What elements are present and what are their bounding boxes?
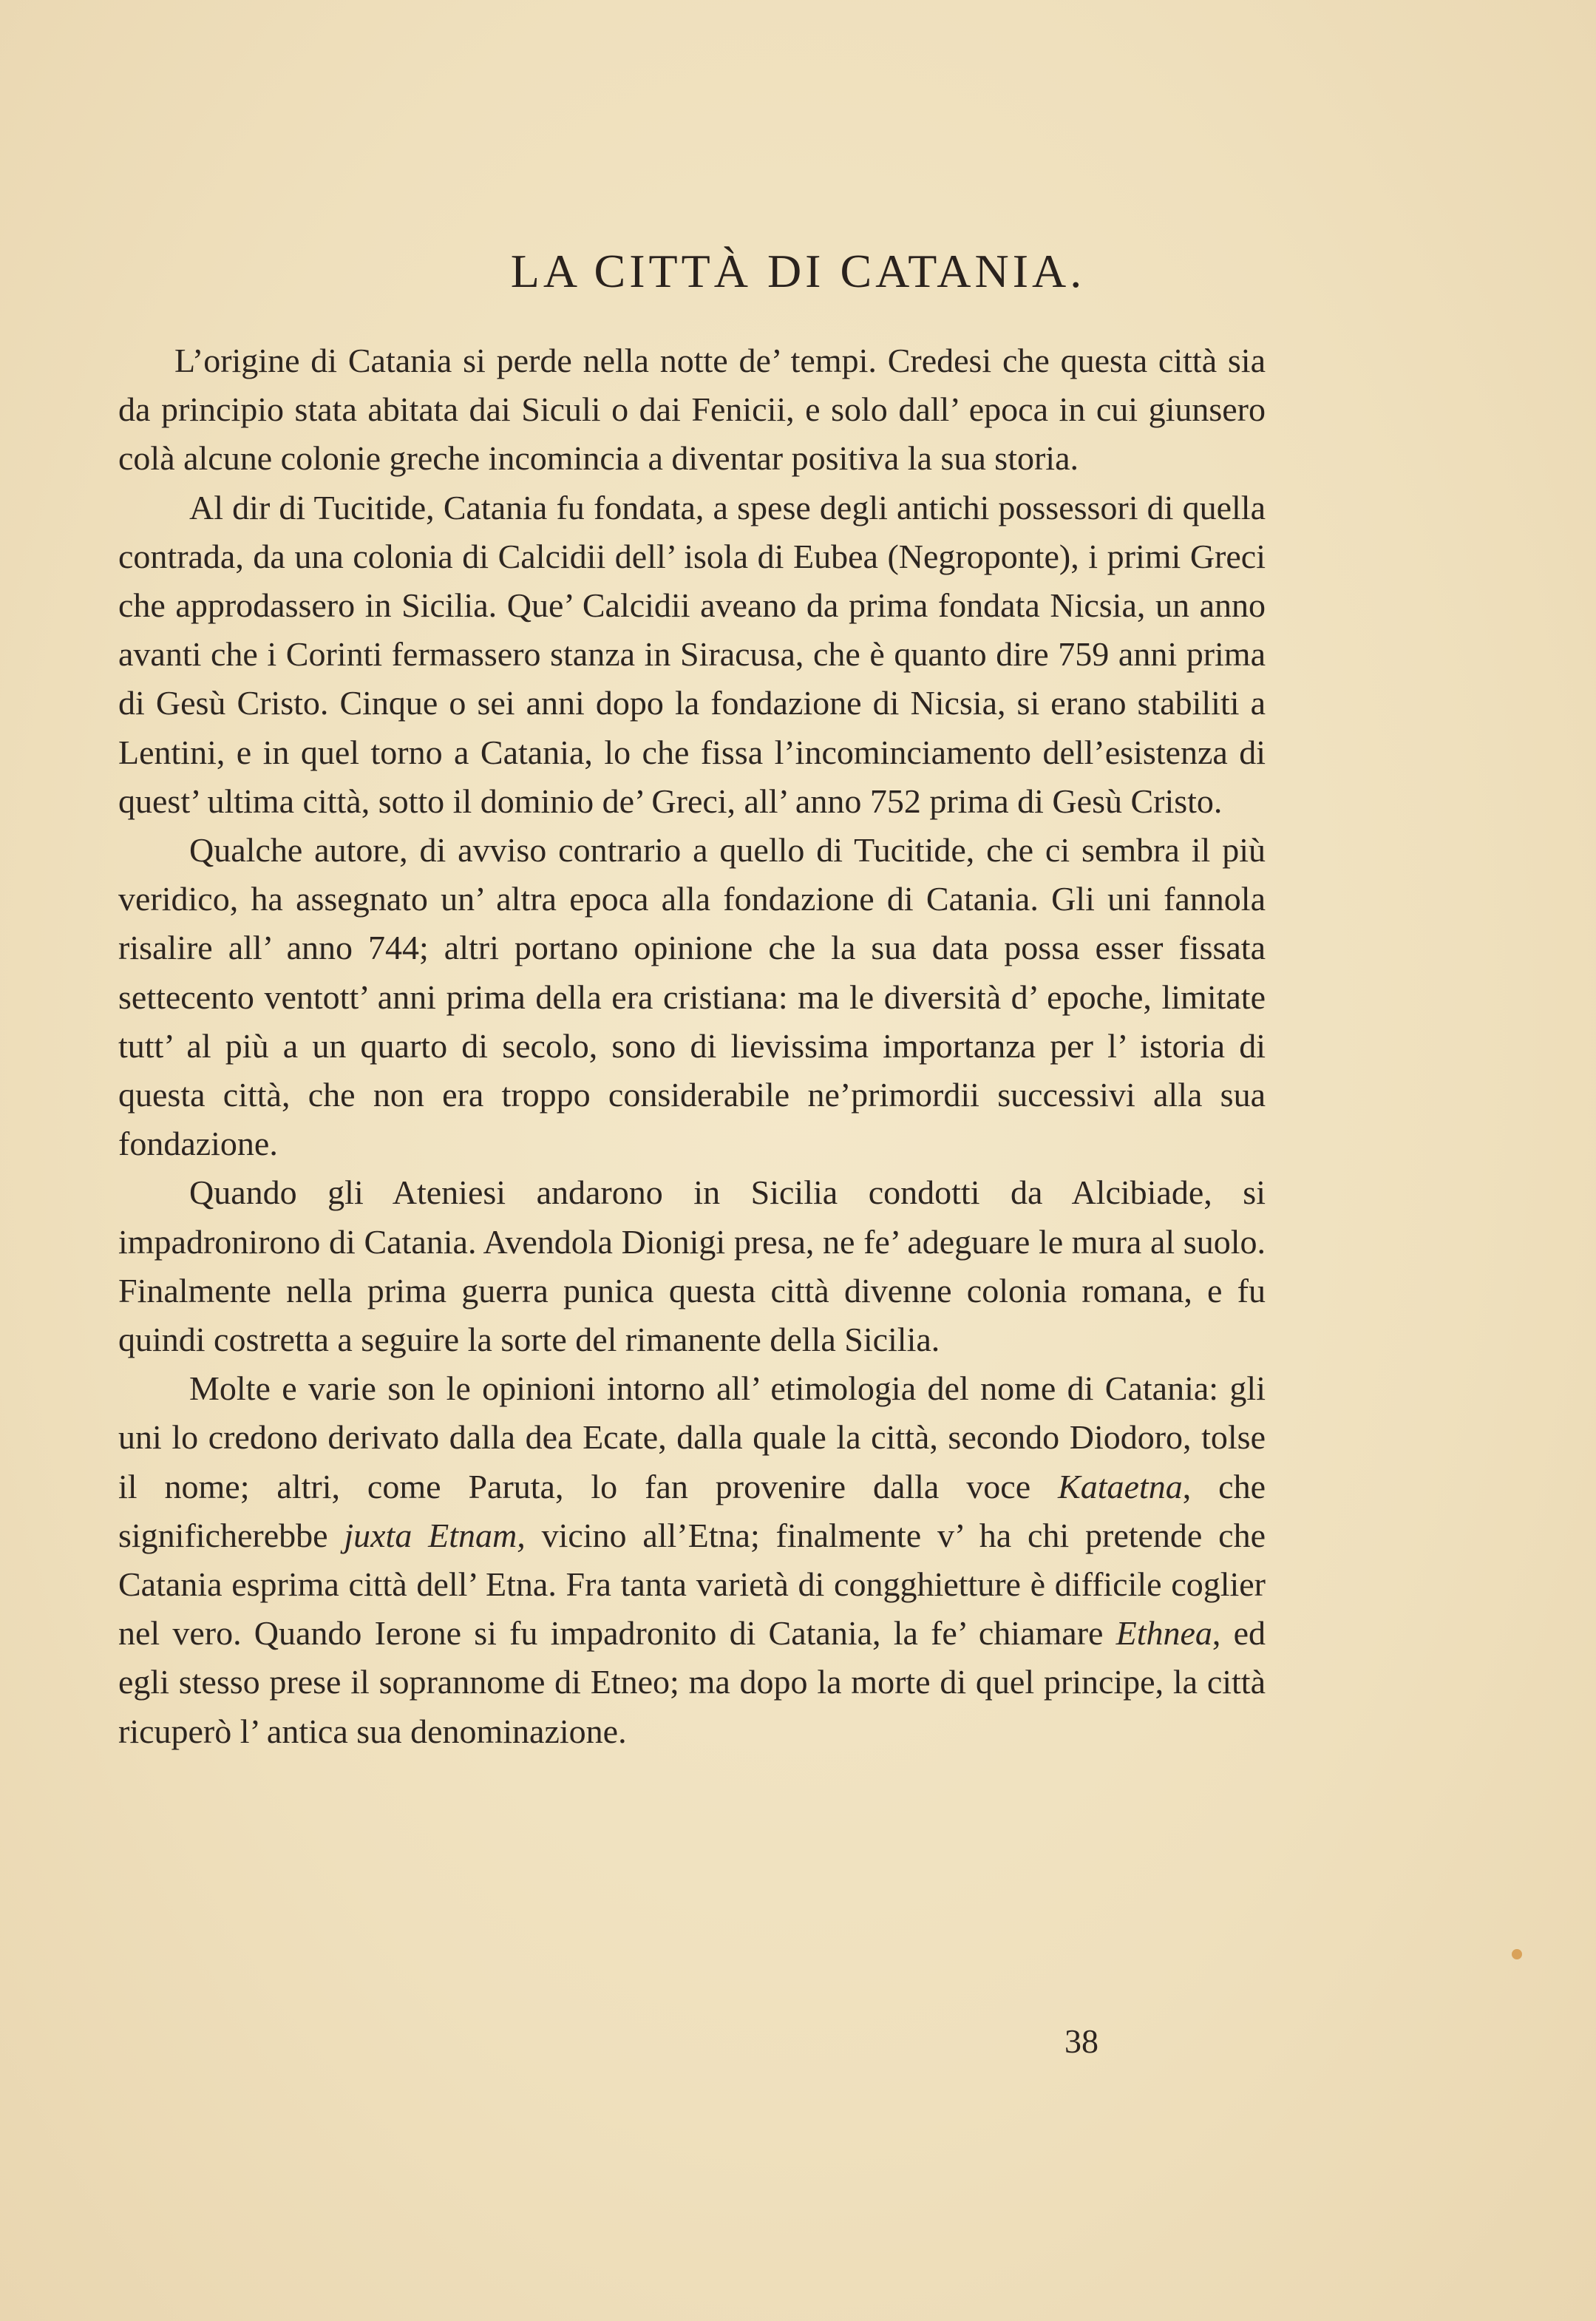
page-number: 38 <box>1064 2022 1098 2060</box>
page-title: LA CITTÀ DI CATANIA. <box>510 245 1086 297</box>
paragraph-5 <box>118 1364 1266 1756</box>
paper-spot <box>1512 1949 1522 1959</box>
paragraph-5-part-1: Molte e varie son le opinioni intorno all’ etimologia del nome di Catania: gli uni lo credono derivato dalla dea Ecate, dalla quale la città, secondo Diodoro, tolse il nome; altri, come Paruta, lo fan provenire dalla voce <box>118 1369 1266 1505</box>
paragraph-5-part-4: , ed egli stesso prese il soprannome di Etneo; ma dopo la morte di quel principe, la città ricuperò l’ antica sua denominazione. <box>118 1614 1266 1750</box>
paragraph-4: Quando gli Ateniesi andarono in Sicilia condotti da Alcibiade, si impadronirono di Catania. Avendola Dionigi presa, ne fe’ adeguare le mura al suolo. Finalmente nella prima guerra punica questa città divenne colonia romana, e fu quindi costretta a seguire la sorte del rimanente della Sicilia. <box>118 1173 1266 1359</box>
paragraph-5-part-2: , che significherebbe <box>118 1467 1266 1554</box>
body-text <box>118 336 1266 1756</box>
paragraph-2: Al dir di Tucitide, Catania fu fondata, a spese degli antichi possessori di quella contrada, da una colonia di Calcidii dell’ isola di Eubea (Negroponte), i primi Greci che approdassero in Sicilia. Que’ Calcidii aveano da prima fondata Nicsia, un anno avanti che i Corinti fermassero stanza in Siracusa, che è quanto dire 759 anni prima di Gesù Cristo. Cinque o sei anni dopo la fondazione di Nicsia, si erano stabiliti a Lentini, e in quel torno a Catania, lo che fissa l’incominciamento dell’esistenza di quest’ ultima città, sotto il dominio de’ Greci, all’ anno 752 prima di Gesù Cristo. <box>118 488 1266 820</box>
paragraph-3: Qualche autore, di avviso contrario a quello di Tucitide, che ci sembra il più veridico, ha assegnato un’ altra epoca alla fondazione di Catania. Gli uni fannola risalire all’ anno 744; altri portano opinione che la sua data possa esser fissata settecento ventott’ anni prima della era cristiana: ma le diversità d’ epoche, limitate tutt’ al più a un quarto di secolo, sono di lievissima importanza per l’ istoria di questa città, che non era troppo considerabile ne’primordii successivi alla sua fondazione. <box>118 831 1266 1163</box>
italic-ethnea: Ethnea <box>1115 1614 1212 1653</box>
paragraph-5-part-3: vicino all’Etna; finalmente v’ ha chi pretende che Catania esprima città dell’ Etna. Fra tanta varietà di congghietture è difficile coglier nel vero. Quando Ierone si fu impadronito di Catania, la fe’ chiamare <box>118 1516 1266 1653</box>
paragraph-1: L’origine di Catania si perde nella notte de’ tempi. Credesi che questa città sia da principio stata abitata dai Siculi o dai Fenicii, e solo dall’ epoca in cui giunsero colà alcune colonie greche incomincia a diventar positiva la sua storia. <box>118 342 1266 478</box>
italic-kataetna: Kataetna <box>1058 1467 1183 1505</box>
italic-juxta-etnam: juxta Etnam, <box>344 1516 526 1554</box>
